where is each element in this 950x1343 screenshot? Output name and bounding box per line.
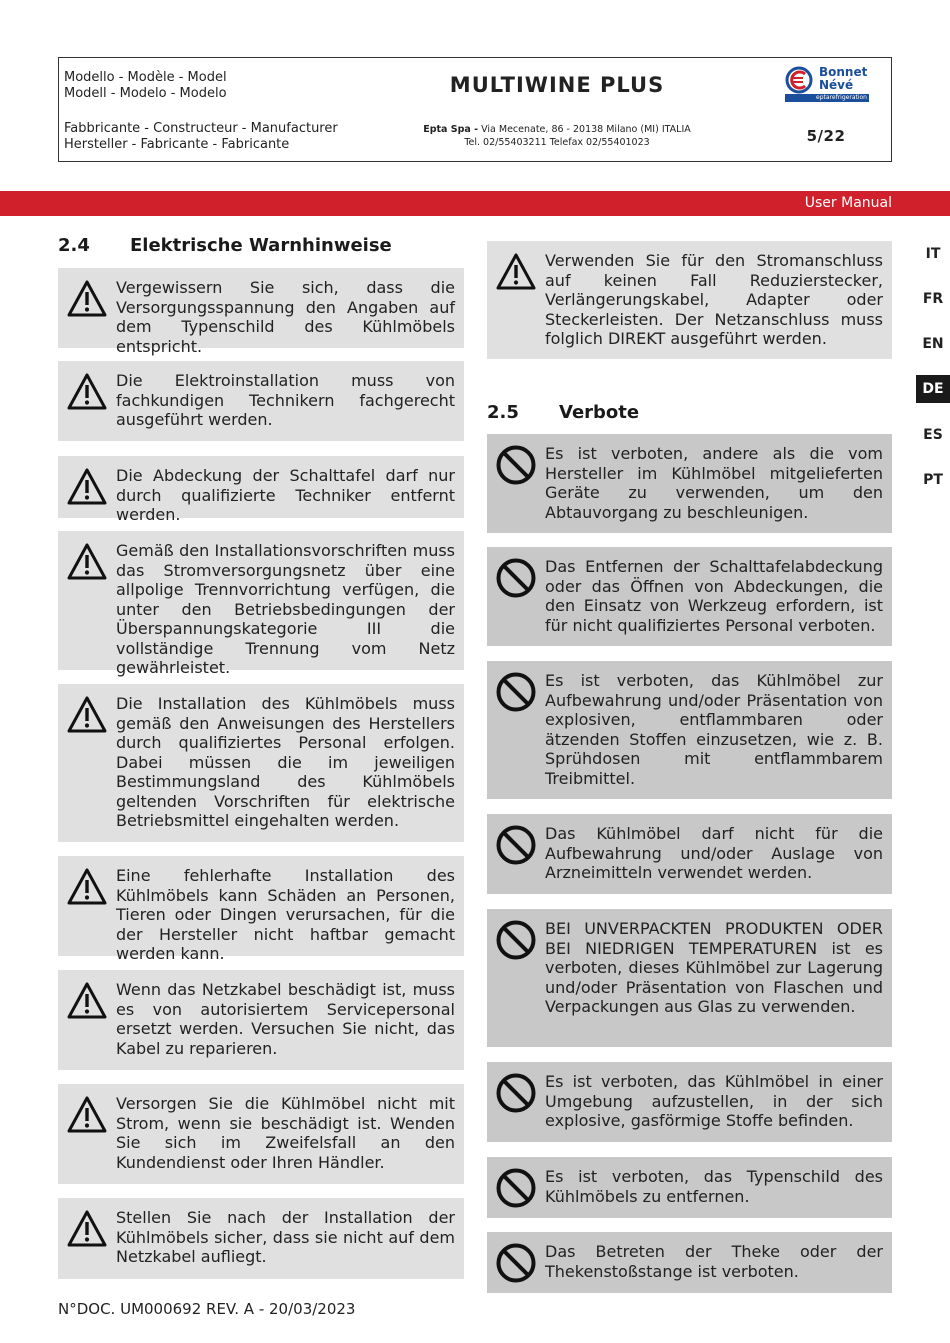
prohibition-sign-icon xyxy=(495,1167,537,1209)
warning-triangle-icon xyxy=(66,694,108,736)
warning-text: Die Installation des Kühlmöbels muss gemäß den Anweisungen des Herstellers durch qualifiziertes Personal erfolgen. Dabei müssen die im jeweiligen Bestimmungsland des Kühlmöbels geltenden Vorschriften für elektrische Betriebsmittel eingehalten werden. xyxy=(116,694,455,830)
document-number: N°DOC. UM000692 REV. A - 20/03/2023 xyxy=(58,1300,356,1318)
euro-logo-icon xyxy=(785,66,815,94)
prohibition-box xyxy=(487,547,892,646)
section-heading-prohibitions xyxy=(487,402,639,423)
manufacturer-label-cell xyxy=(59,111,353,161)
prohibition-text: Das Entfernen der Schalttafelabdeckung oder das Öffnen von Abdeckungen, die den Einsatz von Werkzeug erfordern, ist für nicht qualifiziertes Personal verboten. xyxy=(545,557,883,635)
section-title: Verbote xyxy=(559,402,640,423)
lang-tab-en[interactable]: EN xyxy=(916,330,950,358)
prohibition-box xyxy=(487,1232,892,1293)
model-label-line-2: Modell - Modelo - Modelo xyxy=(64,86,227,101)
warning-box xyxy=(58,531,464,677)
warning-triangle-icon xyxy=(495,251,537,293)
prohibition-sign-icon xyxy=(495,824,537,866)
lang-tab-es[interactable]: ES xyxy=(916,421,950,449)
warning-box xyxy=(58,684,464,842)
logo-line-2: Névé xyxy=(819,78,854,92)
page-number: 5/22 xyxy=(806,127,846,145)
prohibition-sign-icon xyxy=(495,557,537,599)
lang-tab-it[interactable]: IT xyxy=(916,240,950,268)
prohibition-box xyxy=(487,909,892,1047)
prohibition-text: Es ist verboten, das Typenschild des Kühlmöbels zu entfernen. xyxy=(545,1167,883,1206)
warning-box xyxy=(58,361,464,441)
warning-box xyxy=(58,456,464,524)
manufacturer-label-line-1: Fabbricante - Constructeur - Manufacturer xyxy=(64,121,338,136)
warning-triangle-icon xyxy=(66,866,108,908)
warning-triangle-icon xyxy=(66,466,108,508)
warning-box xyxy=(58,856,464,963)
company-name: Epta Spa - xyxy=(423,124,479,135)
prohibition-box xyxy=(487,661,892,799)
page-number-cell xyxy=(761,111,891,161)
prohibition-text: Es ist verboten, das Kühlmöbel in einer Umgebung aufzustellen, in der sich explosive, gasförmige Stoffe befinden. xyxy=(545,1072,883,1130)
warning-box xyxy=(58,1084,464,1184)
section-heading-electrical xyxy=(58,235,392,256)
company-address: Via Mecenate, 86 - 20138 Milano (MI) ITALIA xyxy=(481,124,691,135)
warning-text: Vergewissern Sie sich, dass die Versorgungsspannung den Angaben auf dem Typenschild des Kühlmöbels entspricht. xyxy=(116,278,455,356)
warning-text: Die Abdeckung der Schalttafel darf nur durch qualifizierte Techniker entfernt werden. xyxy=(116,466,455,524)
warning-text: Die Elektroinstallation muss von fachkundigen Technikern fachgerecht ausgeführt werden. xyxy=(116,371,455,429)
section-number: 2.4 xyxy=(58,235,90,256)
warning-box xyxy=(58,268,464,356)
logo-cell xyxy=(761,58,891,111)
prohibition-text: Es ist verboten, andere als die vom Hersteller im Kühlmöbel mitgelieferten Geräte zu verwenden, um den Abtauvorgang zu beschleunigen. xyxy=(545,444,883,522)
logo-line-1: Bonnet xyxy=(819,65,868,79)
warning-triangle-icon xyxy=(66,371,108,413)
manufacturer-label-line-2: Hersteller - Fabricante - Fabricante xyxy=(64,137,290,152)
prohibition-box xyxy=(487,1062,892,1142)
warning-box xyxy=(58,1198,464,1279)
prohibition-text: BEI UNVERPACKTEN PRODUKTEN ODER BEI NIEDRIGEN TEMPERATUREN ist es verboten, dieses Kühlmöbel zur Lagerung und/oder Präsentation von Flaschen und Verpackungen aus Glas zu verwenden. xyxy=(545,919,883,1016)
logo-subline: eptarefrigeration xyxy=(785,94,869,102)
address-cell xyxy=(353,111,761,161)
prohibition-sign-icon xyxy=(495,1072,537,1114)
model-label-cell xyxy=(59,58,353,111)
model-label-line-1: Modello - Modèle - Model xyxy=(64,70,227,85)
warning-text: Verwenden Sie für den Stromanschluss auf keinen Fall Reduzierstecker, Verlängerungskabel, Adapter oder Steckerleisten. Der Netzanschluss muss folglich DIREKT ausgeführt werden. xyxy=(545,251,883,348)
lang-tab-fr[interactable]: FR xyxy=(916,285,950,313)
prohibition-sign-icon xyxy=(495,444,537,486)
document-header xyxy=(58,57,892,162)
section-title: Elektrische Warnhinweise xyxy=(130,235,392,256)
warning-text: Gemäß den Installationsvorschriften muss das Stromversorgungsnetz über eine allpolige Trennvorrichtung verfügen, die unter den Betriebsbedingungen der Überspannungskategorie III die vollständige Trennung vom Netz gewährleistet. xyxy=(116,541,455,677)
section-number: 2.5 xyxy=(487,402,519,423)
prohibition-box xyxy=(487,814,892,894)
prohibition-box xyxy=(487,434,892,533)
warning-triangle-icon xyxy=(66,1094,108,1136)
company-phone: Tel. 02/55403211 Telefax 02/55401023 xyxy=(464,137,650,148)
prohibition-sign-icon xyxy=(495,919,537,961)
model-title: MULTIWINE PLUS xyxy=(449,72,665,97)
warning-text: Eine fehlerhafte Installation des Kühlmöbels kann Schäden an Personen, Tieren oder Dingen verursachen, für die der Hersteller nicht haftbar gemacht werden kann. xyxy=(116,866,455,963)
lang-tab-pt[interactable]: PT xyxy=(916,466,950,494)
warning-box xyxy=(58,970,464,1070)
model-title-cell xyxy=(353,58,761,111)
prohibition-box xyxy=(487,1157,892,1218)
prohibition-text: Es ist verboten, das Kühlmöbel zur Aufbewahrung und/oder Präsentation von explosiven, entflammbaren oder ätzenden Stoffen einzusetzen, wie z. B. Sprühdosen mit entflammbarem Treibmittel. xyxy=(545,671,883,788)
prohibition-sign-icon xyxy=(495,671,537,713)
warning-box xyxy=(487,241,892,359)
warning-triangle-icon xyxy=(66,541,108,583)
manual-band xyxy=(0,191,950,216)
warning-text: Versorgen Sie die Kühlmöbel nicht mit Strom, wenn sie beschädigt ist. Wenden Sie sich im Zweifelsfall an den Kundendienst oder Ihren Händler. xyxy=(116,1094,455,1172)
warning-text: Wenn das Netzkabel beschädigt ist, muss es von autorisiertem Servicepersonal ersetzt werden. Versuchen Sie nicht, das Kabel zu reparieren. xyxy=(116,980,455,1058)
prohibition-text: Das Betreten der Theke oder der Thekenstoßstange ist verboten. xyxy=(545,1242,883,1281)
warning-triangle-icon xyxy=(66,980,108,1022)
warning-triangle-icon xyxy=(66,278,108,320)
warning-text: Stellen Sie nach der Installation der Kühlmöbels sicher, dass sie nicht auf dem Netzkabel aufliegt. xyxy=(116,1208,455,1266)
prohibition-sign-icon xyxy=(495,1242,537,1284)
band-label: User Manual xyxy=(804,195,892,211)
lang-tab-de[interactable]: DE xyxy=(916,375,950,403)
bonnet-neve-logo xyxy=(785,66,871,104)
prohibition-text: Das Kühlmöbel darf nicht für die Aufbewahrung und/oder Auslage von Arzneimitteln verwendet werden. xyxy=(545,824,883,882)
warning-triangle-icon xyxy=(66,1208,108,1250)
